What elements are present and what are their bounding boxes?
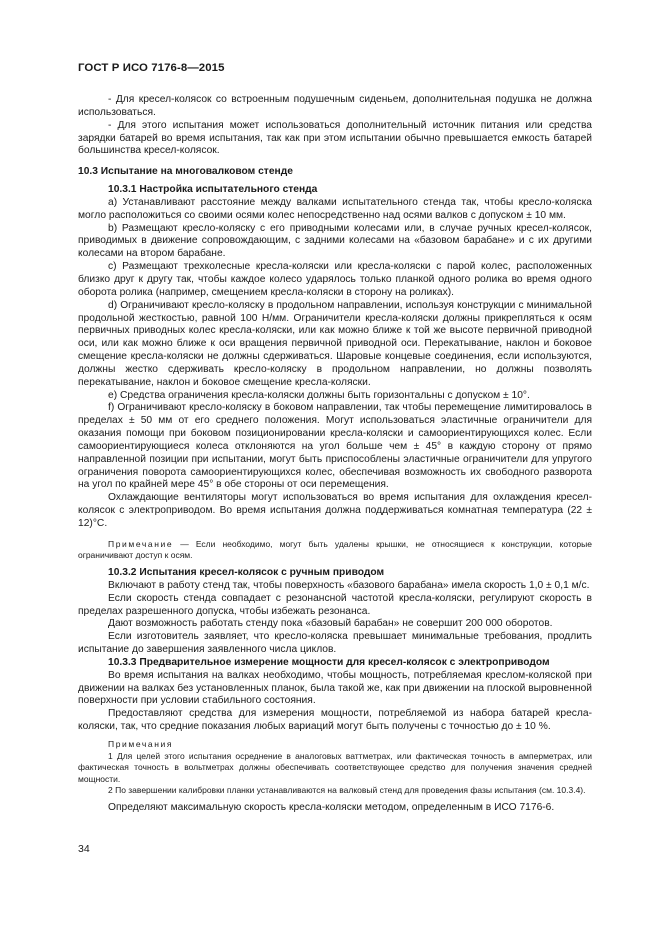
list-item-a: a) Устанавливают расстояние между валками испытательного стенда так, чтобы кресло-коляска могло расположиться со своими осями колес непосредственно над осями валков с допуском ± 10 мм. — [78, 196, 592, 221]
document-body — [78, 94, 592, 815]
paragraph: Во время испытания на валках необходимо, чтобы мощность, потребляемая креслом-коляской при движении на валках без установленных планок, была такой же, как при движении на плоской выровненной поверхности при условии стабильного состояния. — [78, 669, 592, 707]
section-heading-10-3-2: 10.3.2 Испытания кресел-колясок с ручным приводом — [108, 567, 385, 579]
paragraph: Если скорость стенда совпадает с резонансной частотой кресла-коляски, регулируют скорость в пределах разрешенного допуска, чтобы избежать резонанса. — [78, 592, 592, 617]
paragraph: Дают возможность работать стенду пока «базовый барабан» не совершит 200 000 оборотов. — [108, 618, 553, 630]
paragraph-final: Определяют максимальную скорость кресла-коляски методом, определенным в ИСО 7176-6. — [108, 801, 555, 813]
section-heading-10-3-3: 10.3.3 Предварительное измерение мощности для кресел-колясок с электроприводом — [108, 656, 550, 668]
list-item-f: f) Ограничивают кресло-коляску в боковом направлении, так чтобы перемещение лимитировалось в пределах ± 50 мм от его среднего положения. Могут использоваться эластичные ограничители для оказания помощи при боковом позиционировании кресла-коляски и самоориентирующихся колес. Если самоориентирующиеся колеса отклоняются на угол больше чем ± 45° в каждую сторону от прямо направленной позиции при испытании, могут быть приспособлены эластичные ограничители для упругого ограничения поворота самоориентирующихся колес, обеспечивая возможность их свободного разворота на угол по крайней мере 45° в обе стороны от оси перемещения. — [78, 402, 592, 491]
note-item-2: 2 По завершении калибровки планки устанавливаются на валковый стенд для проведения фазы испытания (см. 10.3.4). — [108, 785, 586, 796]
note-text: — Если необходимо, могут быть удалены крышки, не относящиеся к конструкции, которые ограничивают доступ к осям. — [78, 538, 592, 561]
paragraph: Если изготовитель заявляет, что кресло-коляска превышает минимальные требования, продлить испытание до завершения заявленного числа циклов. — [78, 631, 592, 656]
note-label: Примечание — [108, 538, 174, 549]
note-item-1: 1 Для целей этого испытания осреднение в аналоговых ваттметрах, или фактическая точность в амперметрах, или фактическая точность в вольтметрах должны обеспечивать соответствующее средство для получения значения средней мощности. — [78, 750, 592, 784]
paragraph: Предоставляют средства для измерения мощности, потребляемой из набора батарей кресла-коляски, так, что средние показания любых вариаций могут быть получены с точностью до ± 10 %. — [78, 708, 592, 733]
section-heading-10-3: 10.3 Испытание на многовалковом стенде — [78, 166, 293, 178]
document-header: ГОСТ Р ИСО 7176-8—2015 — [78, 62, 225, 74]
paragraph: Включают в работу стенд так, чтобы поверхность «базового барабана» имела скорость 1,0 ± 0,1 м/с. — [108, 579, 590, 591]
paragraph-cooling-fans: Охлаждающие вентиляторы могут использоваться во время испытания для охлаждения кресел-колясок с электроприводом. Во время испытания должна поддерживаться комнатная температура (22 ± 12)°C. — [78, 492, 592, 529]
list-item-c: c) Размещают трехколесные кресла-коляски или кресла-коляски с парой колес, расположенных близко друг к другу так, чтобы каждое колесо ударялось только планкой одного ролика во время одного оборота ролика (например, смещением кресла-коляски в сторону на роликах). — [78, 261, 592, 298]
paragraph: - Для этого испытания может использоваться дополнительный источник питания или средства зарядки батарей во время испытания, так как при этом испытании обычно превышается емкость батарей большинства кресел-колясок. — [78, 119, 592, 157]
note — [78, 539, 592, 562]
list-item-b: b) Размещают кресло-коляску с его приводными колесами или, в случае ручных кресел-колясок, приводимых в движение сопровождающим, с задними колесами на «базовом барабане» и с их другими колесами на втором барабане. — [78, 222, 592, 260]
list-item-d: d) Ограничивают кресло-коляску в продольном направлении, используя конструкции с минимальной продольной жесткостью, равной 100 Н/мм. Ограничители кресла-коляски должны прикрепляться к осям первичных приводных колес кресла-коляски, или как можно ближе к той же высоте первичной приводной оси, или как можно ближе к оси вращения первичной приводной оси. Перекатывание, наклон и боковое смещение кресла-коляски не должны сдерживаться. Шаровые концевые соединения, если используются, должны жестко сдерживать кресло-коляску в продольном направлении, но должны позволять перекатывание, наклон и боковое смещение кресла-коляски. — [78, 299, 592, 388]
paragraph: - Для кресел-колясок со встроенным подушечным сиденьем, дополнительная подушка не должна использоваться. — [78, 94, 592, 118]
list-item-e: e) Средства ограничения кресла-коляски должны быть горизонтальны с допуском ± 10°. — [108, 389, 530, 401]
section-heading-10-3-1: 10.3.1 Настройка испытательного стенда — [108, 184, 318, 196]
notes-heading: Примечания — [108, 739, 174, 749]
page-number: 34 — [78, 843, 90, 855]
